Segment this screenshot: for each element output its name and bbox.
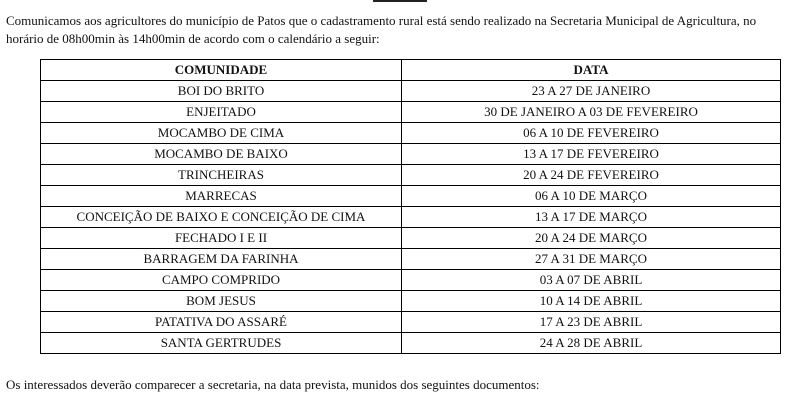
table-header-row	[41, 60, 781, 81]
comunidade-cell: BARRAGEM DA FARINHA	[41, 249, 402, 270]
table-row	[41, 333, 781, 354]
comunidade-cell: TRINCHEIRAS	[41, 165, 402, 186]
schedule-table	[40, 59, 781, 354]
table-row	[41, 249, 781, 270]
table-row	[41, 186, 781, 207]
data-cell: 06 A 10 DE FEVEREIRO	[402, 123, 781, 144]
footer-paragraph: Os interessados deverão comparecer a secretaria, na data prevista, munidos dos seguintes documentos:	[6, 377, 540, 392]
comunidade-cell: CAMPO COMPRIDO	[41, 270, 402, 291]
comunidade-cell: ENJEITADO	[41, 102, 402, 123]
comunidade-cell: MARRECAS	[41, 186, 402, 207]
comunidade-cell: BOM JESUS	[41, 291, 402, 312]
data-cell: 27 A 31 DE MARÇO	[402, 249, 781, 270]
intro-paragraph: Comunicamos aos agricultores do município de Patos que o cadastramento rural está sendo realizado na Secretaria Municipal de Agricultura, no horário de 08h00min às 14h00min de acordo com o calendário a seguir:	[6, 13, 757, 46]
data-cell: 06 A 10 DE MARÇO	[402, 186, 781, 207]
data-cell: 10 A 14 DE ABRIL	[402, 291, 781, 312]
top-rule	[373, 0, 427, 2]
table-row	[41, 165, 781, 186]
data-cell: 20 A 24 DE MARÇO	[402, 228, 781, 249]
table-row	[41, 102, 781, 123]
table-row	[41, 144, 781, 165]
comunidade-cell: PATATIVA DO ASSARÉ	[41, 312, 402, 333]
data-cell: 20 A 24 DE FEVEREIRO	[402, 165, 781, 186]
data-cell: 03 A 07 DE ABRIL	[402, 270, 781, 291]
table-row	[41, 312, 781, 333]
data-cell: 13 A 17 DE FEVEREIRO	[402, 144, 781, 165]
data-cell: 23 A 27 DE JANEIRO	[402, 81, 781, 102]
column-header-data: DATA	[402, 60, 781, 81]
table-row	[41, 270, 781, 291]
data-cell: 24 A 28 DE ABRIL	[402, 333, 781, 354]
table-row	[41, 81, 781, 102]
comunidade-cell: FECHADO I E II	[41, 228, 402, 249]
comunidade-cell: SANTA GERTRUDES	[41, 333, 402, 354]
table-row	[41, 228, 781, 249]
comunidade-cell: MOCAMBO DE BAIXO	[41, 144, 402, 165]
comunidade-cell: BOI DO BRITO	[41, 81, 402, 102]
table-row	[41, 291, 781, 312]
table-row	[41, 123, 781, 144]
comunidade-cell: CONCEIÇÃO DE BAIXO E CONCEIÇÃO DE CIMA	[41, 207, 402, 228]
comunidade-cell: MOCAMBO DE CIMA	[41, 123, 402, 144]
column-header-comunidade: COMUNIDADE	[41, 60, 402, 81]
data-cell: 13 A 17 DE MARÇO	[402, 207, 781, 228]
table-row	[41, 207, 781, 228]
data-cell: 17 A 23 DE ABRIL	[402, 312, 781, 333]
data-cell: 30 DE JANEIRO A 03 DE FEVEREIRO	[402, 102, 781, 123]
